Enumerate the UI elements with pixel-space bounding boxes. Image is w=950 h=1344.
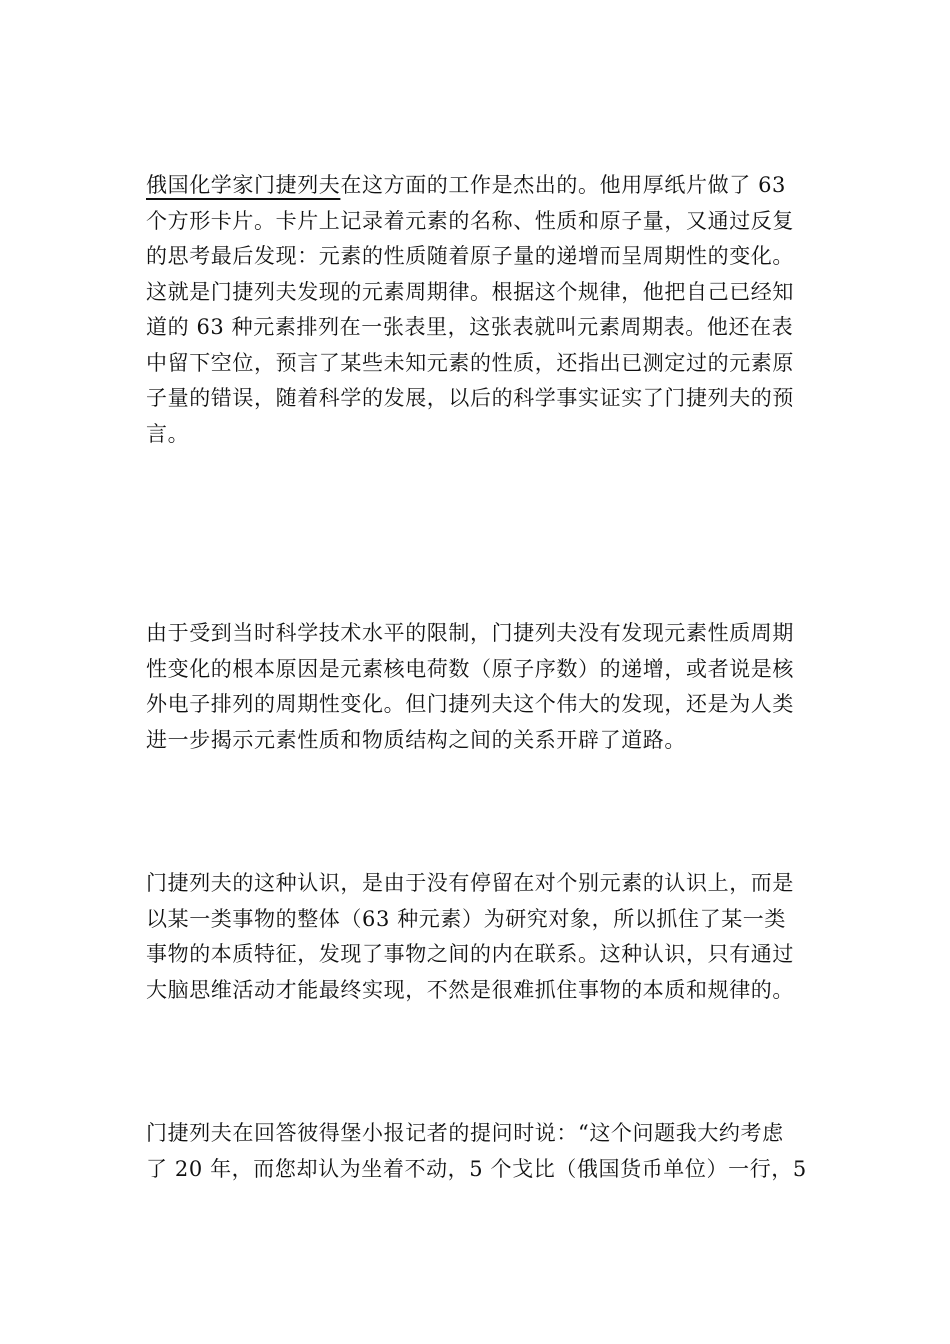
line-text: 在这方面的工作是杰出的。他用厚纸片做了 63 [340,173,787,197]
paragraph-3 [146,866,806,1008]
paragraph-line: 大脑思维活动才能最终实现，不然是很难抓住事物的本质和规律的。 [146,977,794,1002]
paragraph-line: 这就是门捷列夫发现的元素周期律。根据这个规律，他把自己已经知 [146,279,794,304]
paragraph-line: 个方形卡片。卡片上记录着元素的名称、性质和原子量，又通过反复 [146,208,794,233]
underlined-phrase: 俄国化学家门捷列夫 [146,173,341,197]
paragraph-line: 中留下空位，预言了某些未知元素的性质，还指出已测定过的元素原 [146,350,794,375]
paragraph-line: 由于受到当时科学技术水平的限制，门捷列夫没有发现元素性质周期 [146,621,794,645]
paragraph-line: 门捷列夫的这种认识，是由于没有停留在对个别元素的认识上，而是 [146,871,794,895]
paragraph-line: 门捷列夫在回答彼得堡小报记者的提问时说：“这个问题我大约考虑 [146,1121,784,1145]
paragraph-line: 事物的本质特征，发现了事物之间的内在联系。这种认识，只有通过 [146,942,794,966]
paragraph-1 [146,168,806,452]
paragraph-line: 以某一类事物的整体（63 种元素）为研究对象，所以抓住了某一类 [146,906,786,931]
paragraph-4 [146,1116,806,1187]
paragraph-line: 言。 [146,421,190,446]
paragraph-2 [146,616,806,758]
paragraph-line: 性变化的根本原因是元素核电荷数（原子序数）的递增，或者说是核 [146,656,794,681]
paragraph-line: 进一步揭示元素性质和物质结构之间的关系开辟了道路。 [146,727,686,752]
paragraph-line: 道的 63 种元素排列在一张表里，这张表就叫元素周期表。他还在表 [146,315,794,339]
paragraph-line: 外电子排列的周期性变化。但门捷列夫这个伟大的发现，还是为人类 [146,692,794,716]
paragraph-line [146,168,806,204]
paragraph-line: 子量的错误，随着科学的发展，以后的科学事实证实了门捷列夫的预 [146,386,794,410]
paragraph-line: 了 20 年，而您却认为坐着不动，5 个戈比（俄国货币单位）一行，5 [146,1156,807,1181]
paragraph-line: 的思考最后发现：元素的性质随着原子量的递增而呈周期性的变化。 [146,244,794,268]
